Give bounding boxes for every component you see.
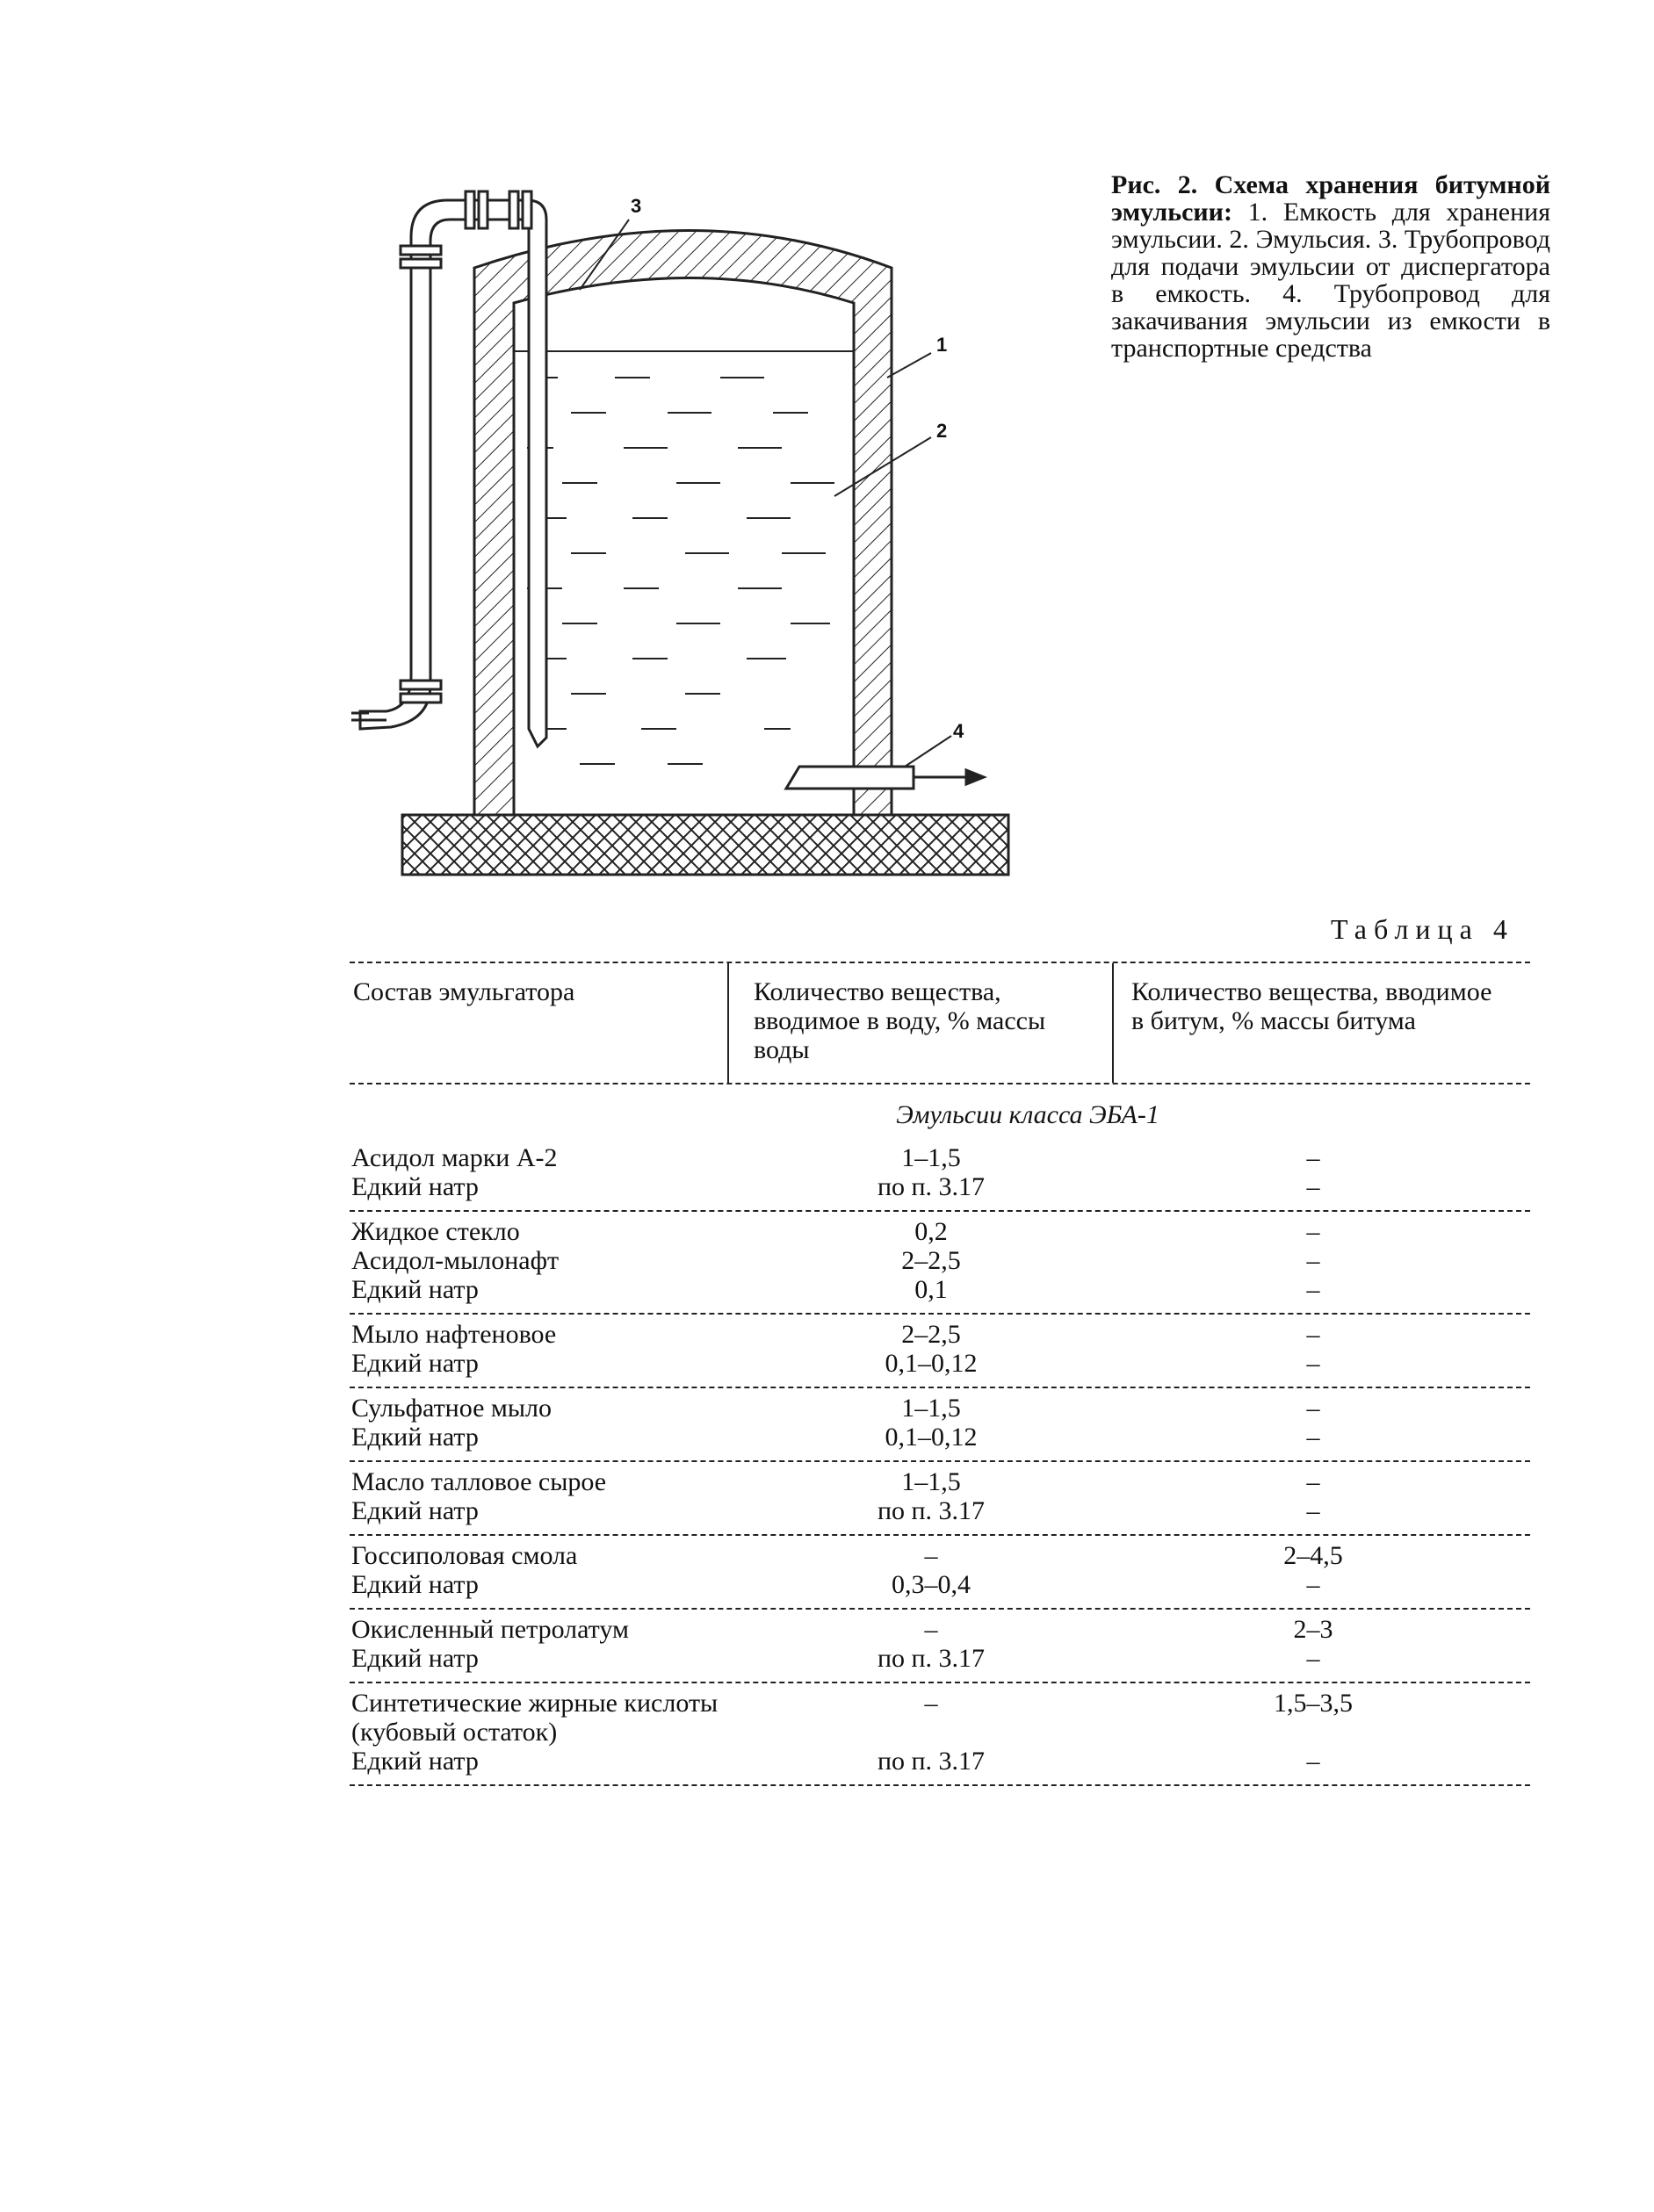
table-row — [350, 1747, 1530, 1776]
cell-composition: Госсиполовая смола — [351, 1541, 578, 1570]
table-row — [350, 1275, 1530, 1304]
column-divider — [727, 963, 729, 1083]
table-header — [350, 962, 1530, 1084]
cell-water-amount: 0,1–0,12 — [885, 1349, 978, 1378]
table-row — [350, 1172, 1530, 1201]
cell-composition: Масло талловое сырое — [351, 1467, 607, 1496]
cell-water-amount: – — [924, 1689, 938, 1718]
cell-bitumen-amount: – — [1306, 1496, 1320, 1525]
cell-bitumen-amount: – — [1306, 1394, 1320, 1423]
cell-bitumen-amount: – — [1306, 1275, 1320, 1304]
cell-bitumen-amount: – — [1306, 1747, 1320, 1776]
table-body — [350, 1138, 1530, 1786]
cell-composition: Сульфатное мыло — [351, 1394, 553, 1423]
cell-composition: Едкий натр — [351, 1349, 479, 1378]
table-row — [350, 1423, 1530, 1452]
table-row — [350, 1541, 1530, 1570]
cell-water-amount: по п. 3.17 — [877, 1747, 986, 1776]
cell-bitumen-amount: 2–4,5 — [1283, 1541, 1343, 1570]
figure-caption — [1111, 171, 1550, 362]
cell-composition: Едкий натр — [351, 1496, 479, 1525]
cell-water-amount: 2–2,5 — [901, 1246, 961, 1275]
caption-body: 1. Емкость для хранения эмульсии. 2. Эмульсия. 3. Трубопровод для подачи эмульсии от диспергатора в емкость. 4. Трубопровод для закачивания эмульсии из емкости в транспортные средства — [1111, 198, 1550, 363]
outlet-arrow — [914, 770, 984, 784]
cell-water-amount: 0,3–0,4 — [892, 1570, 971, 1599]
table-row — [350, 1615, 1530, 1644]
cell-bitumen-amount: – — [1306, 1217, 1320, 1246]
cell-composition: Едкий натр — [351, 1275, 479, 1304]
cell-bitumen-amount: 2–3 — [1293, 1615, 1333, 1644]
table-row — [350, 1467, 1530, 1496]
cell-water-amount: – — [924, 1541, 938, 1570]
cell-composition: Асидол-мылонафт — [351, 1246, 560, 1275]
emulsion-dashes — [527, 378, 834, 764]
outlet-pipe — [786, 767, 914, 789]
cell-bitumen-amount: – — [1306, 1570, 1320, 1599]
cell-bitumen-amount: – — [1306, 1644, 1320, 1673]
cell-bitumen-amount: 1,5–3,5 — [1274, 1689, 1353, 1718]
cell-water-amount: 0,1–0,12 — [885, 1423, 978, 1452]
caption-title: Рис. 2. Схема хранения битумной эмульсии: — [1111, 170, 1550, 227]
table-group — [350, 1315, 1530, 1388]
cell-composition: Мыло нафтеновое — [351, 1320, 557, 1349]
cell-bitumen-amount: – — [1306, 1246, 1320, 1275]
cell-bitumen-amount: – — [1306, 1143, 1320, 1172]
table-group — [350, 1683, 1530, 1786]
table-label: Таблица 4 — [1331, 913, 1514, 945]
emulsifier-table — [350, 962, 1530, 1786]
header-composition: Состав эмульгатора — [353, 977, 575, 1006]
cell-composition: Синтетические жирные кислоты (кубовый остаток) — [351, 1689, 719, 1747]
storage-tank-diagram — [351, 158, 1054, 904]
cell-composition: Едкий натр — [351, 1747, 479, 1776]
column-divider — [1112, 963, 1114, 1083]
callout-3: 3 — [631, 195, 642, 217]
section-title: Эмульсии класса ЭБА-1 — [896, 1100, 1159, 1129]
foundation — [402, 815, 1008, 875]
cell-water-amount: – — [924, 1615, 938, 1644]
table-row — [350, 1217, 1530, 1246]
table-group — [350, 1610, 1530, 1683]
cell-bitumen-amount: – — [1306, 1349, 1320, 1378]
table-row — [350, 1394, 1530, 1423]
cell-composition: Едкий натр — [351, 1423, 479, 1452]
cell-composition: Едкий натр — [351, 1570, 479, 1599]
table-group — [350, 1212, 1530, 1315]
callout-2: 2 — [936, 420, 948, 442]
cell-composition: Едкий натр — [351, 1644, 479, 1673]
cell-water-amount: 1–1,5 — [901, 1394, 961, 1423]
cell-water-amount: по п. 3.17 — [877, 1644, 986, 1673]
header-bitumen-amount: Количество вещества, вводимое в битум, % массы битума — [1131, 977, 1492, 1035]
cell-bitumen-amount: – — [1306, 1172, 1320, 1201]
cell-bitumen-amount: – — [1306, 1423, 1320, 1452]
cell-composition: Едкий натр — [351, 1172, 479, 1201]
cell-composition: Асидол марки А-2 — [351, 1143, 558, 1172]
table-group — [350, 1462, 1530, 1536]
table-row — [350, 1570, 1530, 1599]
cell-water-amount: по п. 3.17 — [877, 1172, 986, 1201]
cell-water-amount: 2–2,5 — [901, 1320, 961, 1349]
header-water-amount: Количество вещества, вводимое в воду, % массы воды — [754, 977, 1046, 1064]
table-row — [350, 1143, 1530, 1172]
callout-4: 4 — [953, 720, 964, 742]
table-group — [350, 1138, 1530, 1212]
table-row — [350, 1644, 1530, 1673]
cell-water-amount: 0,1 — [914, 1275, 948, 1304]
cell-water-amount: 1–1,5 — [901, 1143, 961, 1172]
cell-bitumen-amount: – — [1306, 1467, 1320, 1496]
table-row — [350, 1246, 1530, 1275]
table-row — [350, 1689, 1530, 1747]
cell-composition: Окисленный петролатум — [351, 1615, 629, 1644]
table-row — [350, 1349, 1530, 1378]
cell-water-amount: по п. 3.17 — [877, 1496, 986, 1525]
table-row — [350, 1320, 1530, 1349]
callout-1: 1 — [936, 334, 948, 356]
cell-water-amount: 0,2 — [914, 1217, 948, 1246]
table-row — [350, 1496, 1530, 1525]
cell-composition: Жидкое стекло — [351, 1217, 520, 1246]
cell-bitumen-amount: – — [1306, 1320, 1320, 1349]
leader-lines — [580, 220, 951, 767]
table-group — [350, 1536, 1530, 1610]
table-group — [350, 1388, 1530, 1462]
cell-water-amount: 1–1,5 — [901, 1467, 961, 1496]
